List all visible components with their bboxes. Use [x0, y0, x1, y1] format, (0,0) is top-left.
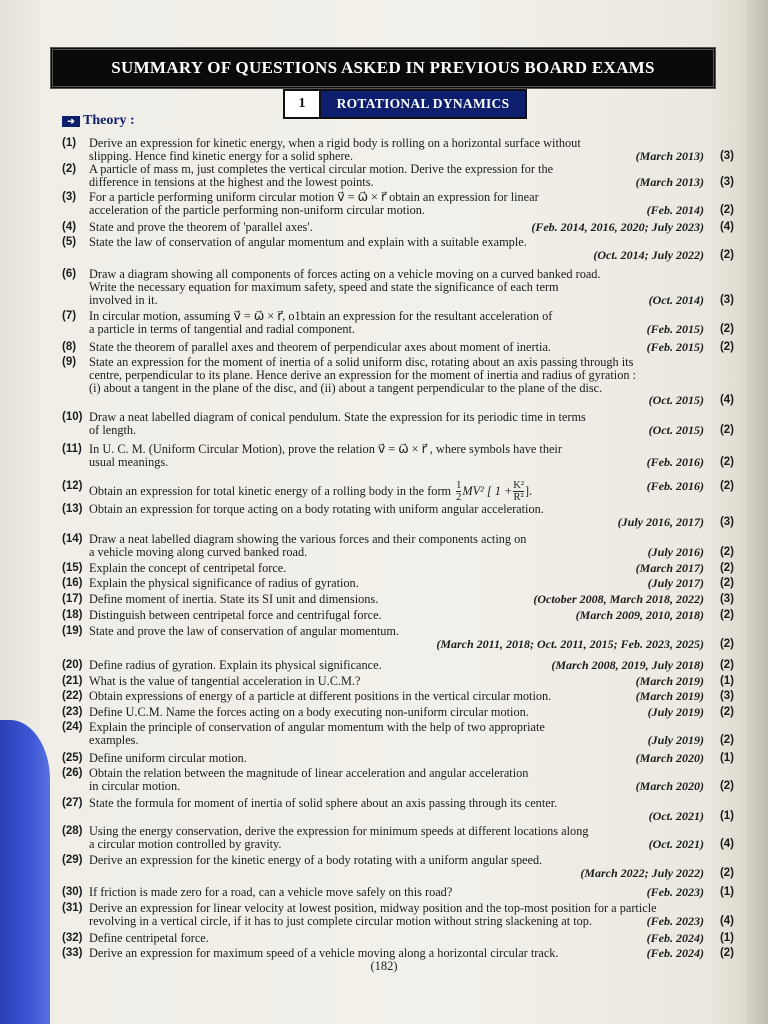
- question-line: Using the energy conservation, derive the expression for minimum speeds at different locations along: [89, 824, 589, 838]
- exam-reference: (March 2013): [635, 175, 704, 190]
- exam-reference: (March 2022; July 2022): [580, 866, 704, 881]
- marks-badge: (2): [719, 577, 734, 589]
- question-line: State the law of conservation of angular momentum and explain with a suitable example.: [89, 235, 527, 249]
- question-number: (26): [62, 767, 83, 779]
- question-number: (14): [62, 533, 83, 545]
- question-line: (i) about a tangent in the plane of the disc, and (ii) about a tangent perpendicular to the plane of the disc.: [89, 381, 603, 396]
- marks-badge: (3): [719, 690, 734, 702]
- question-text: [89, 137, 700, 163]
- question-line: State the formula for moment of inertia of solid sphere about an axis passing through its center.: [89, 796, 558, 810]
- question-number: (28): [62, 825, 83, 837]
- question-line: Explain the concept of centripetal force.: [89, 561, 287, 575]
- question-line: State the theorem of parallel axes and theorem of perpendicular axes about moment of inertia.: [89, 340, 551, 354]
- formula-middle: MV² [ 1 +: [462, 483, 513, 498]
- question-text: [89, 690, 700, 703]
- marks-badge: (3): [719, 150, 734, 163]
- question-line: In U. C. M. (Uniform Circular Motion), prove the relation v⃗ = ω⃗ × r⃗ , where symbols have their: [89, 442, 562, 456]
- question-text: [89, 562, 700, 575]
- exam-reference: (March 2019): [635, 674, 704, 688]
- exam-reference: (Feb. 2014, 2016, 2020; July 2023): [531, 220, 704, 234]
- question-number: (9): [62, 356, 77, 368]
- question-line: usual meanings.: [89, 455, 169, 470]
- question-line: Explain the physical significance of radius of gyration.: [89, 576, 359, 590]
- question-number: (15): [62, 562, 83, 574]
- question-number: (25): [62, 752, 83, 764]
- question-item: [62, 443, 744, 469]
- question-text: [89, 577, 700, 590]
- marks-badge: (4): [719, 221, 734, 233]
- question-line: State and prove the theorem of 'parallel axes'.: [89, 220, 313, 234]
- exam-reference: (Feb. 2024): [646, 946, 704, 960]
- exam-reference: (March 2008, 2019, July 2018): [551, 658, 704, 672]
- marks-badge: (2): [719, 734, 734, 747]
- question-item: [62, 659, 744, 672]
- marks-badge: (1): [719, 810, 734, 823]
- question-number: (2): [62, 163, 77, 175]
- question-item: [62, 675, 744, 688]
- question-item: [62, 503, 744, 529]
- exam-reference: (Oct. 2014; July 2022): [593, 248, 704, 263]
- question-line: Define uniform circular motion.: [89, 751, 247, 765]
- question-line: State an expression for the moment of inertia of a solid uniform disc, rotating about an axis passing through its: [89, 355, 634, 369]
- marks-badge: (2): [719, 323, 734, 336]
- marks-badge: (2): [719, 546, 734, 559]
- fraction-denominator: 2: [456, 492, 462, 503]
- question-text: [89, 675, 700, 688]
- marks-badge: (1): [719, 886, 734, 898]
- question-text: [89, 163, 700, 189]
- fraction-one-half: [456, 480, 461, 503]
- question-line: difference in tensions at the highest and the lowest points.: [89, 175, 374, 190]
- summary-banner: [50, 47, 716, 89]
- exam-reference: (July 2016, 2017): [617, 515, 704, 530]
- question-line: Derive an expression for maximum speed of a vehicle moving along a horizontal circular track.: [89, 946, 559, 960]
- question-number: (17): [62, 593, 83, 605]
- question-item: [62, 932, 744, 945]
- question-item: [62, 767, 744, 793]
- exam-reference: (March 2011, 2018; Oct. 2011, 2015; Feb. 2023, 2025): [436, 637, 704, 652]
- exam-reference: (Oct. 2014): [648, 293, 704, 308]
- marks-badge: (2): [719, 706, 734, 718]
- question-item: [62, 562, 744, 575]
- question-line: of length.: [89, 423, 137, 438]
- question-line: Derive an expression for kinetic energy, when a rigid body is rolling on a horizontal surface without: [89, 136, 581, 150]
- question-item: [62, 137, 744, 163]
- question-line: In circular motion, assuming v⃗ = ω⃗ × r⃗, o1btain an expression for the resultant acceleration of: [89, 309, 553, 323]
- exam-reference: (Feb. 2015): [646, 322, 704, 337]
- question-item: [62, 752, 744, 765]
- exam-reference: (Oct. 2021): [648, 809, 704, 824]
- question-text: [89, 721, 700, 747]
- question-item: [62, 706, 744, 719]
- question-item: [62, 902, 744, 928]
- banner-title: SUMMARY OF QUESTIONS ASKED IN PREVIOUS BOARD EXAMS: [111, 58, 655, 77]
- marks-badge: (2): [719, 424, 734, 437]
- fraction-numerator: 1: [456, 480, 462, 491]
- question-number: (16): [62, 577, 83, 589]
- exam-reference: (March 2020): [635, 751, 704, 765]
- exam-reference: (Feb. 2015): [646, 340, 704, 354]
- exam-reference: (Feb. 2024): [646, 931, 704, 945]
- question-line: For a particle performing uniform circular motion v⃗ = ω⃗ × r⃗ obtain an expression for linear: [89, 190, 539, 204]
- marks-badge: (2): [719, 780, 734, 793]
- marks-badge: (4): [719, 915, 734, 928]
- question-item: [62, 356, 744, 409]
- chapter-header: [283, 89, 527, 119]
- question-text: [89, 443, 700, 469]
- question-line: a particle in terms of tangential and radial component.: [89, 322, 355, 337]
- question-line: Draw a neat labelled diagram of conical pendulum. State the expression for its periodic time in terms: [89, 410, 586, 424]
- exam-reference: (March 2009, 2010, 2018): [575, 608, 704, 622]
- question-item: [62, 690, 744, 703]
- question-line: slipping. Hence find kinetic energy for a solid sphere.: [89, 149, 354, 164]
- question-line: examples.: [89, 733, 139, 748]
- fraction-k2-r2: [513, 480, 524, 503]
- question-line: If friction is made zero for a road, can a vehicle move safely on this road?: [89, 885, 453, 899]
- question-text: [89, 480, 700, 503]
- question-number: (20): [62, 659, 83, 671]
- question-item: [62, 163, 744, 189]
- question-item: [62, 236, 744, 262]
- question-item: [62, 625, 744, 651]
- exam-reference: (March 2017): [635, 561, 704, 575]
- question-number: (22): [62, 690, 83, 702]
- marks-badge: (2): [719, 341, 734, 353]
- question-number: (1): [62, 137, 77, 149]
- question-line: Draw a diagram showing all components of forces acting on a vehicle moving on a curved banked road.: [89, 267, 601, 281]
- arrow-icon: ➜: [62, 116, 80, 127]
- exam-reference: (Feb. 2014): [646, 203, 704, 218]
- exam-reference: (Feb. 2023): [646, 885, 704, 899]
- question-number: (23): [62, 706, 83, 718]
- question-number: (21): [62, 675, 83, 687]
- question-text: [89, 797, 700, 810]
- page-edge: [746, 0, 768, 1024]
- question-number: (7): [62, 310, 77, 322]
- thumb-shadow: [0, 720, 50, 1024]
- page-number: (182): [370, 959, 398, 973]
- question-line: State and prove the law of conservation of angular momentum.: [89, 624, 400, 638]
- question-text: [89, 932, 700, 945]
- question-line: Obtain an expression for torque acting on a body rotating with uniform angular acceleration.: [89, 502, 544, 516]
- question-line: Derive an expression for the kinetic energy of a body rotating with a uniform angular speed.: [89, 853, 543, 867]
- question-line: acceleration of the particle performing non-uniform circular motion.: [89, 203, 425, 218]
- question-item: [62, 854, 744, 880]
- question-text: [89, 411, 700, 437]
- marks-badge: (3): [719, 294, 734, 307]
- exam-reference: (Feb. 2016): [646, 479, 704, 493]
- question-item: [62, 886, 744, 899]
- question-line: Define U.C.M. Name the forces acting on a body executing non-uniform circular motion.: [89, 705, 529, 719]
- question-line: revolving in a vertical circle, if it has to just complete circular motion without string slackening at top.: [89, 914, 593, 929]
- exam-reference: (Feb. 2016): [646, 455, 704, 470]
- question-number: (12): [62, 480, 83, 492]
- question-line: Obtain expressions of energy of a particle at different positions in the vertical circular motion.: [89, 689, 552, 703]
- question-item: [62, 533, 744, 559]
- marks-badge: (4): [719, 393, 734, 406]
- question-line: What is the value of tangential acceleration in U.C.M.?: [89, 674, 361, 688]
- exam-reference: (Oct. 2021): [648, 837, 704, 852]
- exam-reference: (July 2019): [647, 705, 704, 719]
- formula-line: [89, 480, 700, 503]
- question-item: [62, 268, 744, 308]
- marks-badge: (3): [719, 593, 734, 605]
- question-item: [62, 609, 744, 622]
- marks-badge: (2): [719, 249, 734, 262]
- formula-end: ].: [525, 483, 533, 498]
- question-line: a vehicle moving along curved banked road.: [89, 545, 308, 560]
- question-item: [62, 479, 744, 503]
- chapter-title: ROTATIONAL DYNAMICS: [321, 91, 525, 117]
- question-number: (13): [62, 503, 83, 515]
- exam-reference: (July 2017): [647, 576, 704, 590]
- marks-badge: (2): [719, 947, 734, 959]
- question-line: Obtain the relation between the magnitude of linear acceleration and angular acceleration: [89, 766, 529, 780]
- question-text: [89, 503, 700, 516]
- fraction-denominator: R²: [513, 492, 524, 503]
- question-line: Derive an expression for linear velocity at lowest position, midway position and the top-most position for a particle: [89, 901, 657, 915]
- question-line: A particle of mass m, just completes the vertical circular motion. Derive the expression for the: [89, 162, 554, 176]
- exam-reference: (October 2008, March 2018, 2022): [533, 592, 704, 606]
- exam-reference: (Oct. 2015): [648, 423, 704, 438]
- question-line: centre, perpendicular to its plane. Hence derive an expression for the moment of inertia and radius of gyration :: [89, 368, 637, 383]
- question-text: [89, 706, 700, 719]
- question-item: [62, 310, 744, 336]
- theory-heading: [62, 113, 135, 129]
- marks-badge: (2): [719, 480, 734, 492]
- exam-reference: (July 2019): [647, 733, 704, 748]
- marks-badge: (1): [719, 675, 734, 687]
- question-number: (32): [62, 932, 83, 944]
- question-line: in circular motion.: [89, 779, 181, 794]
- question-line: involved in it.: [89, 293, 158, 308]
- question-text: [89, 268, 700, 308]
- marks-badge: (2): [719, 456, 734, 469]
- marks-badge: (2): [719, 204, 734, 217]
- question-line: Write the necessary equation for maximum safety, speed and state the significance of each term: [89, 280, 559, 295]
- question-number: (10): [62, 411, 83, 423]
- question-number: (6): [62, 268, 77, 280]
- question-item: [62, 825, 744, 851]
- question-item: [62, 191, 744, 217]
- exam-reference: (March 2019): [635, 689, 704, 703]
- question-line: a circular motion controlled by gravity.: [89, 837, 282, 852]
- marks-badge: (2): [719, 867, 734, 880]
- question-number: (3): [62, 191, 77, 203]
- question-item: [62, 577, 744, 590]
- marks-badge: (1): [719, 752, 734, 764]
- question-number: (18): [62, 609, 83, 621]
- question-number: (33): [62, 947, 83, 959]
- marks-badge: (3): [719, 516, 734, 529]
- question-number: (30): [62, 886, 83, 898]
- exam-reference: (Feb. 2023): [646, 914, 704, 929]
- question-text: [89, 191, 700, 217]
- fraction-numerator: K²: [513, 480, 524, 491]
- exam-reference: (March 2020): [635, 779, 704, 794]
- exam-reference: (March 2013): [635, 149, 704, 164]
- question-item: [62, 797, 744, 823]
- question-item: [62, 411, 744, 437]
- question-item: [62, 721, 744, 747]
- question-number: (11): [62, 443, 82, 455]
- question-line: Obtain an expression for total kinetic energy of a rolling body in the form: [89, 483, 452, 498]
- question-text: [89, 752, 700, 765]
- question-number: (29): [62, 854, 83, 866]
- question-text: [89, 356, 700, 396]
- exam-reference: (Oct. 2015): [648, 392, 704, 407]
- question-number: (4): [62, 221, 77, 233]
- question-item: [62, 593, 744, 606]
- question-number: (8): [62, 341, 77, 353]
- question-text: [89, 902, 700, 928]
- question-number: (24): [62, 721, 83, 733]
- marks-badge: (2): [719, 659, 734, 671]
- question-text: [89, 341, 700, 354]
- question-line: Define radius of gyration. Explain its physical significance.: [89, 658, 382, 672]
- question-text: [89, 825, 700, 851]
- marks-badge: (2): [719, 562, 734, 574]
- question-line: Define moment of inertia. State its SI unit and dimensions.: [89, 592, 379, 606]
- marks-badge: (2): [719, 638, 734, 651]
- question-text: [89, 886, 700, 899]
- marks-badge: (1): [719, 932, 734, 944]
- marks-badge: (3): [719, 176, 734, 189]
- question-number: (19): [62, 625, 83, 637]
- marks-badge: (2): [719, 609, 734, 621]
- question-number: (31): [62, 902, 83, 914]
- question-line: Explain the principle of conservation of angular momentum with the help of two appropriate: [89, 720, 545, 734]
- question-line: Draw a neat labelled diagram showing the various forces and their components acting on: [89, 532, 527, 546]
- question-number: (27): [62, 797, 83, 809]
- question-text: [89, 533, 700, 559]
- question-number: (5): [62, 236, 77, 248]
- question-text: [89, 767, 700, 793]
- marks-badge: (4): [719, 838, 734, 851]
- question-text: [89, 310, 700, 336]
- question-item: [62, 341, 744, 354]
- exam-reference: (July 2016): [647, 545, 704, 560]
- question-line: Define centripetal force.: [89, 931, 209, 945]
- question-item: [62, 221, 744, 234]
- theory-label: Theory :: [83, 113, 135, 128]
- question-line: Distinguish between centripetal force and centrifugal force.: [89, 608, 382, 622]
- chapter-number: 1: [285, 91, 321, 117]
